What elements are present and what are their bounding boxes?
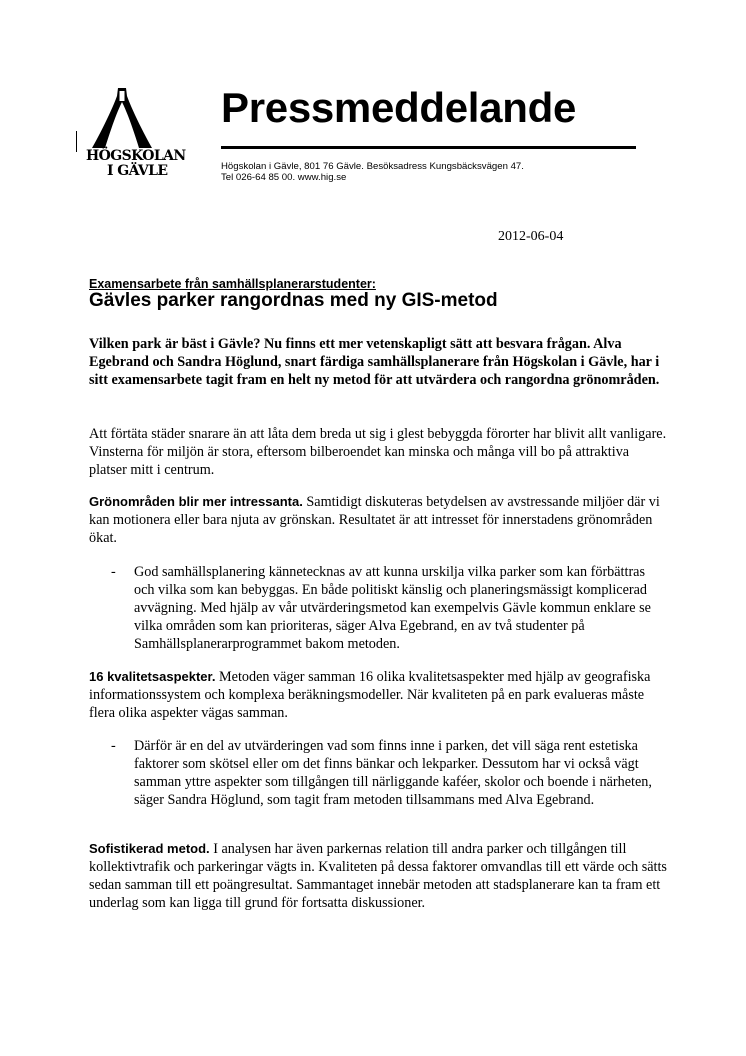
paragraph-green-areas bbox=[89, 493, 669, 547]
quote-text-sandra: Därför är en del av utvärderingen vad som finns inne i parken, det vill säga rent estetiska faktorer som skötsel eller om det finns bänkar och lekparker. Dessutom har vi också vägt samman yttre aspekter som tillgången till närliggande kaféer, skolor och boende i närheten, säger Sandra Höglund, som tagit fram metoden tillsammans med Alva Egebrand. bbox=[134, 738, 652, 808]
address-line-2: Tel 026-64 85 00. www.hig.se bbox=[221, 172, 347, 183]
quote-text-alva: God samhällsplanering kännetecknas av att kunna urskilja vilka parker som kan förbättras och vilka som kan bebyggas. En både politiskt känslig och planeringsmässigt komplicerad avvägning. Med hjälp av vår utvärderingsmetod kan exempelvis Gävle kommun enklare se vilka områden som kan prioriteras, säger Alva Egebrand, en av två studenter på Samhällsplanerarprogrammet bakom metoden. bbox=[134, 564, 651, 652]
paragraph-sophisticated-method bbox=[89, 840, 669, 912]
title-divider bbox=[221, 146, 636, 149]
section-text-quality-aspects: Metoden väger samman 16 olika kvalitetsaspekter med hjälp av geografiska informationssystem och komplexa beräkningsmodeller. När kvaliteten på en park evalueras måste flera olika aspekter vägas samman. bbox=[89, 669, 651, 721]
intro-paragraph: Vilken park är bäst i Gävle? Nu finns ett mer vetenskapligt sätt att besvara frågan. Alva Egebrand och Sandra Höglund, snart färdiga samhällsplanerare från Högskolan i Gävle, har i sitt examensarbete tagit fram en helt ny metod för att utvärdera och rangordna grönområden. bbox=[89, 336, 660, 388]
paragraph-quality-aspects bbox=[89, 668, 669, 722]
logo-divider bbox=[76, 131, 77, 152]
release-date: 2012-06-04 bbox=[498, 229, 564, 244]
bullet-dash: - bbox=[111, 564, 116, 580]
bullet-dash: - bbox=[111, 738, 116, 754]
section-lead-quality-aspects: 16 kvalitetsaspekter. bbox=[89, 669, 216, 684]
section-lead-sophisticated-method: Sofistikerad metod. bbox=[89, 841, 210, 856]
paragraph-urban-density: Att förtäta städer snarare än att låta dem breda ut sig i glest bebyggda förorter har blivit allt vanligare. Vinsterna för miljön är stora, eftersom bilberoendet kan minska och många vill bo på attraktiva platser mitt i centrum. bbox=[89, 426, 667, 478]
logo-text-hogskolan: HÖGSKOLAN bbox=[86, 148, 186, 164]
section-text-sophisticated-method: I analysen har även parkernas relation till andra parker och tillgången till kollektivtrafik och parkeringar vägts in. Kvaliteten på dessa faktorer omvandlas till ett värde och sätts sedan samman till ett poängresultat. Sammantaget innebär metoden att stadsplanerare kan ta fram ett underlag som kan ligga till grund för fortsatta diskussioner. bbox=[89, 841, 667, 911]
kicker: Examensarbete från samhällsplanerarstudenter: bbox=[89, 277, 376, 291]
section-lead-green-areas: Grönområden blir mer intressanta. bbox=[89, 494, 303, 509]
address-line-1: Högskolan i Gävle, 801 76 Gävle. Besöksadress Kungsbäcksvägen 47. bbox=[221, 161, 524, 172]
headline: Gävles parker rangordnas med ny GIS-metod bbox=[89, 290, 498, 311]
page-title: Pressmeddelande bbox=[221, 84, 577, 131]
sculpture-logo-icon bbox=[92, 88, 152, 148]
logo-text-i-gavle: I GÄVLE bbox=[107, 163, 168, 179]
hig-logo bbox=[76, 88, 194, 183]
section-text-green-areas: Samtidigt diskuteras betydelsen av avstressande miljöer där vi kan motionera eller bara njuta av grönskan. Resultatet är att intresset för innerstadens grönområden ökat. bbox=[89, 494, 660, 546]
